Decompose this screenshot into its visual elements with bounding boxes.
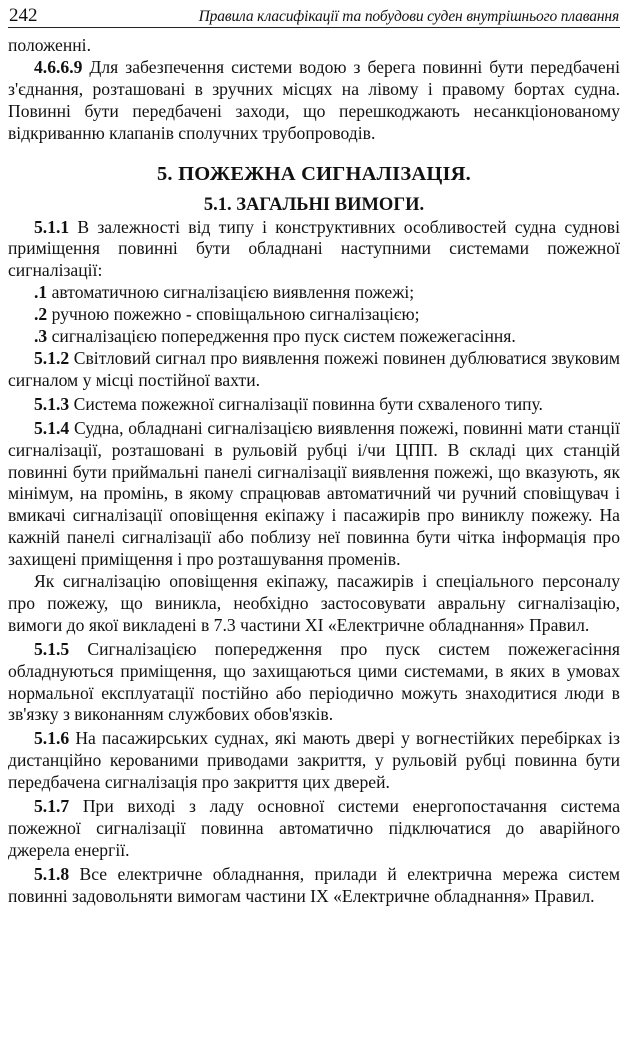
list-item-text: сигналізацією попередження про пуск систем пожежегасіння. (47, 326, 516, 347)
clause-number: 5.1.3 (34, 393, 70, 414)
list-item (8, 282, 620, 304)
paragraph-5-1-8 (8, 864, 620, 908)
list-item (8, 326, 620, 348)
paragraph-5-1-4 (8, 418, 620, 571)
running-title: Правила класифікації та побудови суден внутрішнього плавання (198, 8, 619, 25)
clause-text: Система пожежної сигналізації повинна бути схваленого типу. (69, 393, 543, 414)
clause-text: На пасажирських суднах, які мають двері у вогнестійких перебірках із дистанційно керованими приводами закриття, у рульовій рубці повинна бути передбачена сигналізація про закриття цих дверей. (8, 728, 620, 793)
paragraph-5-1-3 (8, 394, 620, 416)
page-header (8, 0, 620, 28)
clause-text: Все електричне обладнання, прилади й електрична мережа систем повинні задовольняти вимогам частини IX «Електричне обладнання» Правил. (8, 863, 620, 906)
subsection-title: 5.1. ЗАГАЛЬНІ ВИМОГИ. (203, 194, 425, 215)
clause-number: 5.1.8 (34, 863, 70, 884)
section-title: 5. ПОЖЕЖНА СИГНАЛІЗАЦІЯ. (156, 162, 472, 185)
clause-number: 5.1.5 (34, 638, 70, 659)
clause-number: 4.6.6.9 (34, 56, 83, 77)
clause-text: В залежності від типу і конструктивних особливостей судна суднові приміщення повинні бути обладнані наступними системами пожежної сигналізації: (8, 216, 620, 281)
clause-number: 5.1.2 (34, 347, 70, 368)
clause-number: 5.1.1 (34, 216, 70, 237)
clause-text: Для забезпечення системи водою з берега повинні бути передбачені з'єднання, розташовані в зручних місцях на лівому і правому бортах судна. Повинні бути передбачені заходи, що перешкоджають несанкціонованому відкриванню клапанів сполучних трубопроводів. (8, 56, 620, 143)
list-item-number: .1 (34, 282, 48, 303)
continuation-line: положенні. (8, 35, 91, 55)
paragraph-4-6-6-9 (8, 57, 620, 145)
list-item-text: ручною пожежно - сповіщальною сигналізацією; (47, 304, 420, 325)
paragraph-5-1-5 (8, 639, 620, 727)
clause-text: Сигналізацією попередження про пуск систем пожежегасіння обладнуються приміщення, що захищаються цими системами, в яких в умовах нормальної експлуатації постійно або періодично можуть знаходитися люди в зв'язку з виконанням службових обов'язків. (8, 638, 620, 725)
clause-text: При виході з ладу основної системи енергопостачання система пожежної сигналізації повинна автоматично підключатися до аварійного джерела енергії. (8, 796, 620, 860)
list-item (8, 304, 620, 326)
clause-text: Світловий сигнал про виявлення пожежі повинен дублюватися звуковим сигналом у місці постійної вахти. (8, 347, 620, 390)
list-item-text: автоматичною сигналізацією виявлення пожежі; (47, 282, 415, 303)
paragraph-5-1-2 (8, 348, 620, 392)
paragraph-5-1-1 (8, 217, 620, 283)
clause-text: Судна, обладнані сигналізацією виявлення пожежі, повинні мати станції сигналізації, розташовані в рульовій рубці і/чи ЦПП. В складі цих станцій повинні бути приймальні панелі сигналізації виявлення пожежі, що вказують, як мінімум, на промінь, в якому спрацював автоматичний чи ручний сповіщувач і вмикачі сигналізації оповіщення екіпажу і пасажирів про виниклу пожежу. На кажній панелі сигналізації або поблизу неї повинна бути чітка інформація про захищені приміщення і про розташування променів. (8, 417, 620, 570)
paragraph-5-1-7 (8, 796, 620, 862)
clause-number: 5.1.7 (34, 796, 70, 817)
list-item-number: .3 (34, 326, 48, 347)
paragraph-5-1-4-continued: Як сигналізацію оповіщення екіпажу, пасажирів і спеціального персоналу про пожежу, що виникла, необхідно застосовувати авральну сигналізацію, вимоги до якої викладені в 7.3 частини XI «Електричне обладнання» Правил. (8, 571, 620, 635)
page-number: 242 (9, 5, 38, 26)
page-body (8, 28, 620, 908)
paragraph-5-1-6 (8, 728, 620, 794)
list-item-number: .2 (34, 304, 48, 325)
clause-number: 5.1.4 (34, 417, 70, 438)
clause-number: 5.1.6 (34, 728, 70, 749)
